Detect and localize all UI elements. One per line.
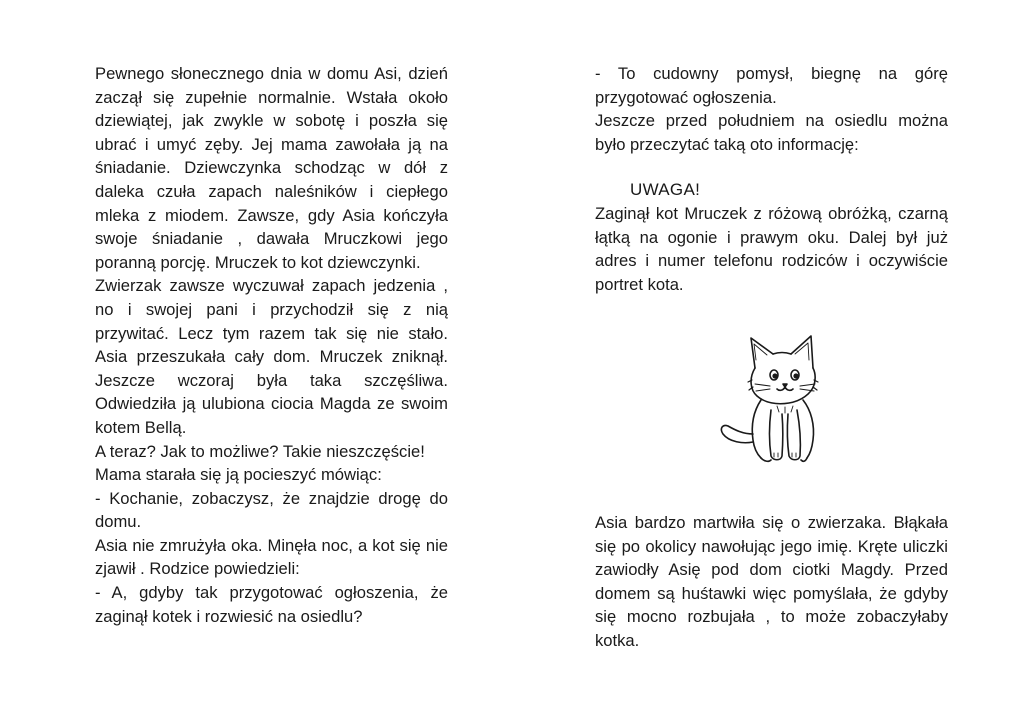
left-column	[95, 62, 448, 628]
story-paragraph-4: Mama starała się ją pocieszyć mówiąc:	[95, 465, 382, 485]
cat-drawing-icon	[715, 330, 835, 470]
story-paragraph-9: Jeszcze przed południem na osiedlu można było przeczytać taką oto informację:	[595, 111, 948, 154]
story-paragraph-1: Pewnego słonecznego dnia w domu Asi, dzień zaczął się zupełnie normalnie. Wstała około dziewiątej, jak zwykle w sobotę i poszła się ubrać i umyć zęby. Jej mama zawołała ją na śniadanie. Dziewczynka schodząc w dół z daleka czuła zapach naleśników i ciepłego mleka z miodem. Zawsze, gdy Asia kończyła swoje śniadanie , dawała Mruczkowi jego poranną porcję. Mruczek to kot dziewczynki.	[95, 64, 448, 272]
story-paragraph-6: Asia nie zmrużyła oka. Minęła noc, a kot się nie zjawił . Rodzice powiedzieli:	[95, 535, 448, 579]
story-paragraph-10: Asia bardzo martwiła się o zwierzaka. Błąkała się po okolicy nawołując jego imię. Kręte uliczki zawiodły Asię pod dom ciotki Magdy. Przed domem są huśtawki więc pomyślała, że gdyby się mocno rozbujała , to może zobaczyłaby kotka.	[595, 513, 948, 650]
story-paragraph-8: - To cudowny pomysł, biegnę na górę przygotować ogłoszenia.	[595, 64, 948, 107]
story-paragraph-3: A teraz? Jak to możliwe? Takie nieszczęście!	[95, 441, 425, 461]
notice-heading: UWAGA!	[630, 180, 701, 200]
right-bottom-block	[595, 511, 948, 653]
story-paragraph-5: - Kochanie, zobaczysz, że znajdzie drogę do domu.	[95, 488, 448, 532]
notice-text: Zaginął kot Mruczek z różową obróżką, czarną łątką na ogonie i prawym oku. Dalej był już adres i numer telefonu rodziców i oczywiście portret kota.	[595, 203, 948, 294]
story-paragraph-2: Zwierzak zawsze wyczuwał zapach jedzenia , no i swojej pani i przychodził się z nią przywitać. Lecz tym razem tak się nie stało. Asia przeszukała cały dom. Mruczek zniknął. Jeszcze wczoraj była taka szczęśliwa. Odwiedziła ją ulubiona ciocia Magda ze swoim kotem Bellą.	[95, 276, 448, 437]
right-column	[595, 62, 948, 296]
story-paragraph-7: - A, gdyby tak przygotować ogłoszenia, że zaginął kotek i rozwiesić na osiedlu?	[95, 583, 448, 626]
